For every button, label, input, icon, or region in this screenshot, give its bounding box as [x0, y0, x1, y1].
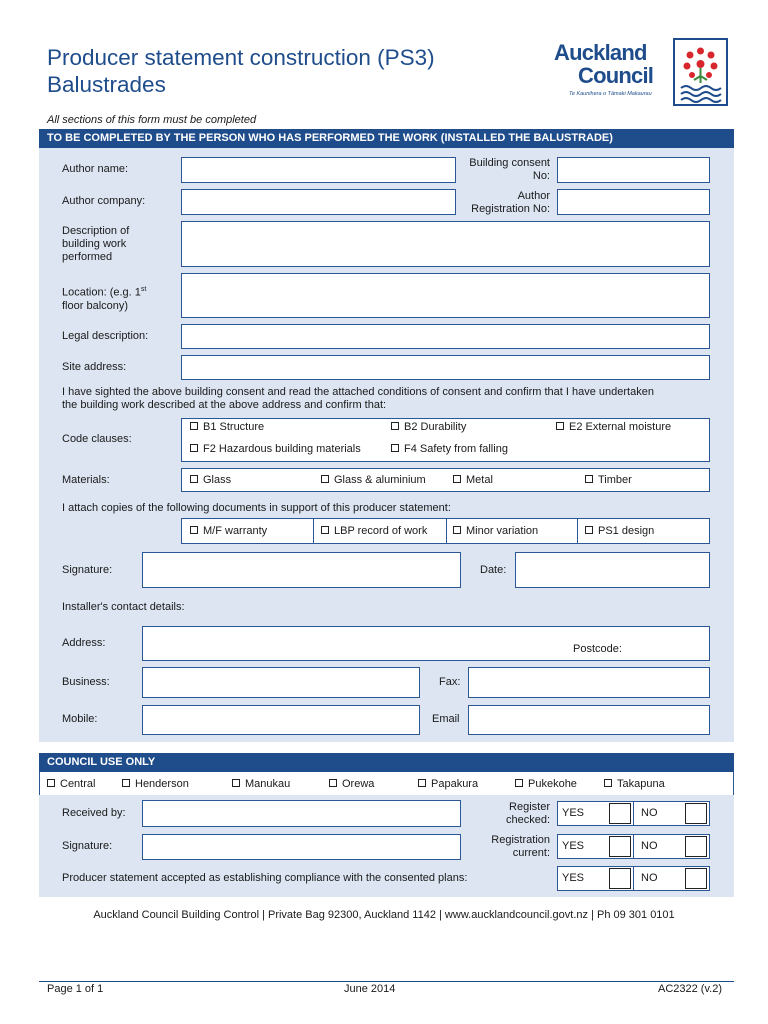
council-signature-field[interactable]	[142, 834, 461, 860]
form-code: AC2322 (v.2)	[658, 983, 722, 995]
mobile-field[interactable]	[142, 705, 420, 735]
form-instructions: All sections of this form must be completed	[47, 114, 257, 126]
checkbox[interactable]	[453, 475, 461, 483]
accepted-yes-checkbox[interactable]	[609, 868, 631, 889]
yes-no-divider	[633, 866, 634, 891]
checkbox[interactable]	[604, 779, 612, 787]
email-field[interactable]	[468, 705, 710, 735]
code-clause-f2[interactable]: F2 Hazardous building materials	[190, 443, 361, 456]
checkbox[interactable]	[232, 779, 240, 787]
checkbox[interactable]	[47, 779, 55, 787]
author-registration-label: Author Registration No:	[471, 190, 550, 215]
accepted-no-label: NO	[641, 872, 658, 884]
date-label: Date:	[480, 564, 507, 576]
business-phone-label: Business:	[62, 676, 110, 688]
author-company-label: Author company:	[62, 195, 146, 207]
pohutukawa-emblem-icon	[673, 38, 728, 106]
site-address-field[interactable]	[181, 355, 710, 380]
register-no-label: NO	[641, 807, 658, 819]
checkbox[interactable]	[391, 444, 399, 452]
document-minor-variation[interactable]: Minor variation	[453, 525, 538, 538]
office-manukau[interactable]: Manukau	[232, 778, 290, 791]
checkbox[interactable]	[556, 422, 564, 430]
registration-no-label: NO	[641, 840, 658, 852]
checkbox[interactable]	[418, 779, 426, 787]
register-no-checkbox[interactable]	[685, 803, 707, 824]
register-checked-label: Register checked:	[505, 801, 550, 826]
checkbox[interactable]	[515, 779, 523, 787]
registration-no-checkbox[interactable]	[685, 836, 707, 857]
office-orewa[interactable]: Orewa	[329, 778, 374, 791]
received-by-field[interactable]	[142, 800, 461, 827]
accepted-no-checkbox[interactable]	[685, 868, 707, 889]
checkbox[interactable]	[122, 779, 130, 787]
building-consent-field[interactable]	[557, 157, 710, 183]
footer-date: June 2014	[344, 983, 396, 995]
page-number: Page 1 of 1	[47, 983, 104, 995]
description-field[interactable]	[181, 221, 710, 267]
logo-word-council: Council	[578, 63, 654, 88]
fax-field[interactable]	[468, 667, 710, 698]
accepted-yes-label: YES	[562, 872, 585, 884]
declaration-text: I have sighted the above building consent and read the attached conditions of consent and confirm that I have undertaken the building work described at the above address and confirm that:	[62, 386, 654, 411]
section-installer-heading: TO BE COMPLETED BY THE PERSON WHO HAS PERFORMED THE WORK (INSTALLED THE BALUSTRADE)	[39, 129, 734, 148]
register-yes-checkbox[interactable]	[609, 803, 631, 824]
address-field[interactable]	[142, 626, 710, 661]
fax-label: Fax:	[439, 676, 461, 688]
office-henderson[interactable]: Henderson	[122, 778, 189, 791]
logo-tagline: Te Kaunihera o Tāmaki Makaurau	[569, 91, 652, 97]
material-timber[interactable]: Timber	[585, 474, 632, 487]
building-consent-label: Building consent No:	[469, 157, 550, 182]
material-metal[interactable]: Metal	[453, 474, 493, 487]
contact-details-label: Installer's contact details:	[62, 601, 185, 613]
document-ps1-design[interactable]: PS1 design	[585, 525, 654, 538]
office-papakura[interactable]: Papakura	[418, 778, 478, 791]
code-clauses-label: Code clauses:	[62, 433, 132, 445]
yes-no-divider	[633, 801, 634, 826]
footer-divider	[39, 981, 734, 982]
checkbox[interactable]	[190, 422, 198, 430]
attach-documents-label: I attach copies of the following documents in support of this producer statement:	[62, 502, 451, 514]
auckland-council-logo	[552, 36, 730, 106]
email-label: Email	[432, 713, 460, 725]
code-clause-e2[interactable]: E2 External moisture	[556, 421, 671, 434]
checkbox[interactable]	[585, 475, 593, 483]
office-central[interactable]: Central	[47, 778, 95, 791]
office-takapuna[interactable]: Takapuna	[604, 778, 665, 791]
page-title	[47, 44, 435, 98]
date-field[interactable]	[515, 552, 710, 588]
council-signature-label: Signature:	[62, 840, 113, 852]
checkbox[interactable]	[190, 526, 198, 534]
legal-description-label: Legal description:	[62, 330, 149, 342]
legal-description-field[interactable]	[181, 324, 710, 349]
checkbox[interactable]	[453, 526, 461, 534]
author-registration-field[interactable]	[557, 189, 710, 215]
installer-signature-label: Signature:	[62, 564, 113, 576]
business-phone-field[interactable]	[142, 667, 420, 698]
document-mf-warranty[interactable]: M/F warranty	[190, 525, 267, 538]
logo-word-auckland: Auckland	[554, 40, 647, 65]
register-yes-label: YES	[562, 807, 585, 819]
code-clause-f4[interactable]: F4 Safety from falling	[391, 443, 508, 456]
checkbox[interactable]	[321, 526, 329, 534]
installer-signature-field[interactable]	[142, 552, 461, 588]
documents-divider	[446, 518, 447, 544]
author-company-field[interactable]	[181, 189, 456, 215]
description-label: Description of building work performed	[62, 225, 130, 263]
checkbox[interactable]	[190, 475, 198, 483]
site-address-label: Site address:	[62, 361, 127, 373]
documents-divider	[313, 518, 314, 544]
location-label: Location: (e.g. 1st floor balcony)	[62, 286, 147, 312]
registration-yes-label: YES	[562, 840, 585, 852]
location-field[interactable]	[181, 273, 710, 318]
accepted-label: Producer statement accepted as establishing compliance with the consented plans:	[62, 872, 468, 884]
material-glass[interactable]: Glass	[190, 474, 231, 487]
registration-current-label: Registration current:	[491, 834, 550, 859]
code-clause-b1[interactable]: B1 Structure	[190, 421, 264, 434]
materials-label: Materials:	[62, 474, 110, 486]
code-clause-b2[interactable]: B2 Durability	[391, 421, 466, 434]
yes-no-divider	[633, 834, 634, 859]
office-pukekohe[interactable]: Pukekohe	[515, 778, 577, 791]
documents-divider	[577, 518, 578, 544]
checkbox[interactable]	[329, 779, 337, 787]
author-name-field[interactable]	[181, 157, 456, 183]
author-name-label: Author name:	[62, 163, 129, 175]
material-glass-aluminium[interactable]: Glass & aluminium	[321, 474, 426, 487]
checkbox[interactable]	[321, 475, 329, 483]
received-by-label: Received by:	[62, 807, 126, 819]
title-line-2: Balustrades	[47, 72, 166, 97]
footer-contact: Auckland Council Building Control | Private Bag 92300, Auckland 1142 | www.aucklandcouncil.govt.nz | Ph 09 301 0101	[93, 909, 675, 921]
council-use-heading: COUNCIL USE ONLY	[39, 753, 734, 772]
checkbox[interactable]	[190, 444, 198, 452]
registration-yes-checkbox[interactable]	[609, 836, 631, 857]
document-lbp-record[interactable]: LBP record of work	[321, 525, 427, 538]
checkbox[interactable]	[391, 422, 399, 430]
postcode-label: Postcode:	[573, 643, 622, 655]
checkbox[interactable]	[585, 526, 593, 534]
address-label: Address:	[62, 637, 106, 649]
mobile-label: Mobile:	[62, 713, 98, 725]
title-line-1: Producer statement construction (PS3)	[47, 45, 435, 70]
